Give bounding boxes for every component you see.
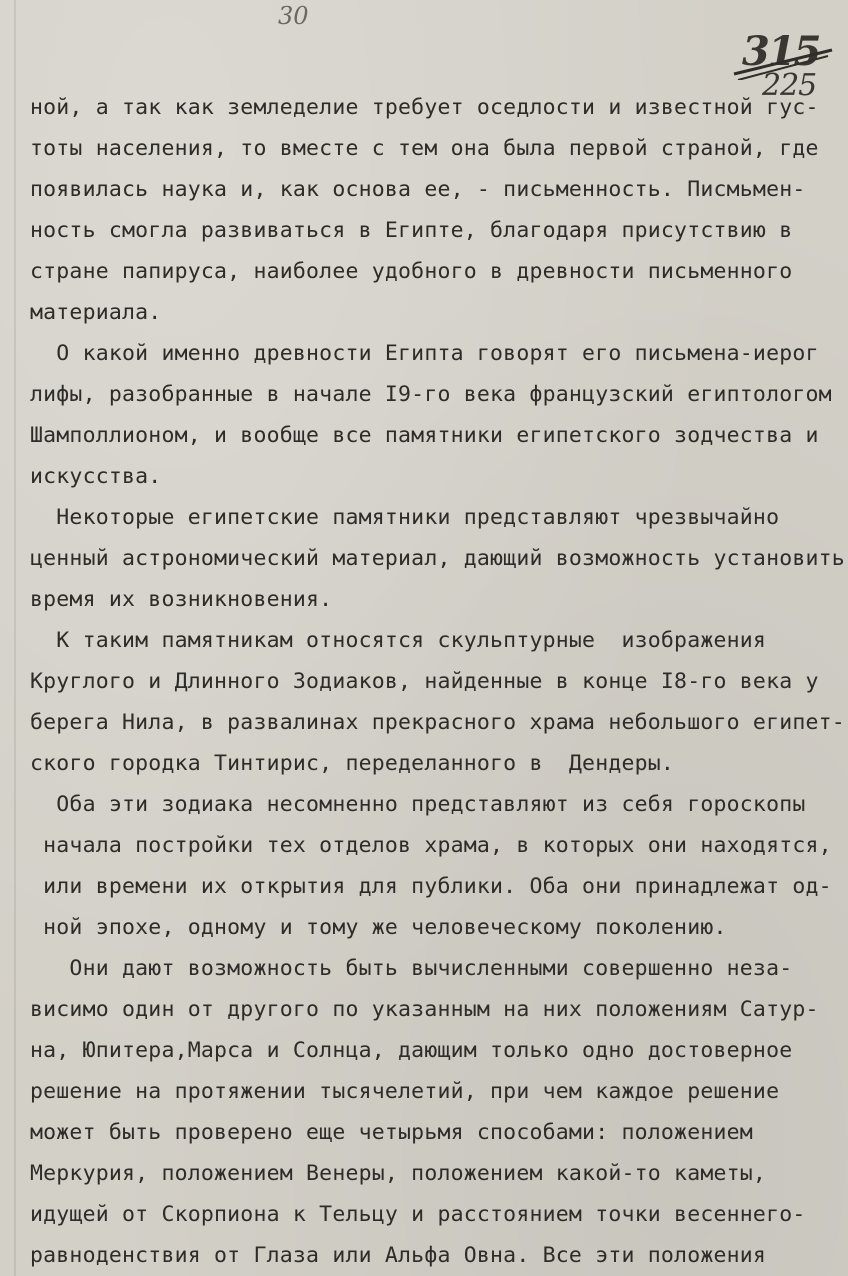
text-line: Некоторые египетские памятники представляют чрезвычайно: [30, 505, 780, 530]
text-line: или времени их открытия для публики. Оба они принадлежат од-: [30, 874, 832, 899]
folio-number-sub: 225: [762, 68, 817, 103]
text-line: ной эпохе, одному и тому же человеческому поколению.: [30, 915, 727, 940]
text-line: может быть проверено еще четырьмя способами: положением: [30, 1120, 753, 1145]
text-line: лифы, разобранные в начале I9-го века французский египтологом: [30, 382, 832, 407]
text-line: материала.: [30, 300, 162, 325]
text-line: равноденствия от Глаза или Альфа Овна. Все эти положения: [30, 1243, 767, 1268]
text-line: ского городка Тинтирис, переделанного в Дендеры.: [30, 751, 675, 776]
text-line: Они дают возможность быть вычисленными совершенно неза-: [30, 956, 793, 981]
text-line: О какой именно древности Египта говорят его письмена-иерог: [30, 341, 819, 366]
text-line: искусства.: [30, 464, 162, 489]
folio-number-main: 315: [742, 28, 820, 75]
text-line: время их возникновения.: [30, 587, 333, 612]
folio-number-top: 30: [278, 2, 309, 30]
text-line: стране папируса, наиболее удобного в древности письменного: [30, 259, 793, 284]
text-line: тоты населения, то вместе с тем она была первой страной, где: [30, 136, 819, 161]
text-line: висимо один от другого по указанным на них положениям Сатур-: [30, 997, 819, 1022]
page-fold-shadow: [14, 0, 16, 1276]
text-line: ценный астрономический материал, дающий возможность установить: [30, 546, 845, 571]
text-line: Шамполлионом, и вообще все памятники египетского зодчества и: [30, 423, 819, 448]
text-line: решение на протяжении тысячелетий, при чем каждое решение: [30, 1079, 780, 1104]
text-line: идущей от Скорпиона к Тельцу и расстоянием точки весеннего-: [30, 1202, 806, 1227]
text-line: ность смогла развиваться в Египте, благодаря присутствию в: [30, 218, 793, 243]
text-line: Оба эти зодиака несомненно представляют из себя гороскопы: [30, 792, 806, 817]
text-line: Круглого и Длинного Зодиаков, найденные в конце I8-го века у: [30, 669, 819, 694]
text-line: К таким памятникам относятся скульптурные изображения: [30, 628, 767, 653]
text-line: начала постройки тех отделов храма, в которых они находятся,: [30, 833, 832, 858]
text-line: появилась наука и, как основа ее, - письменность. Писмьмен-: [30, 177, 806, 202]
text-line: ной, а так как земледелие требует оседлости и известной гус-: [30, 95, 819, 120]
text-line: на, Юпитера,Марса и Солнца, дающим только одно достоверное: [30, 1038, 793, 1063]
text-line: берега Нила, в развалинах прекрасного храма небольшого египет-: [30, 710, 845, 735]
text-line: Меркурия, положением Венеры, положением какой-то каметы,: [30, 1161, 767, 1186]
